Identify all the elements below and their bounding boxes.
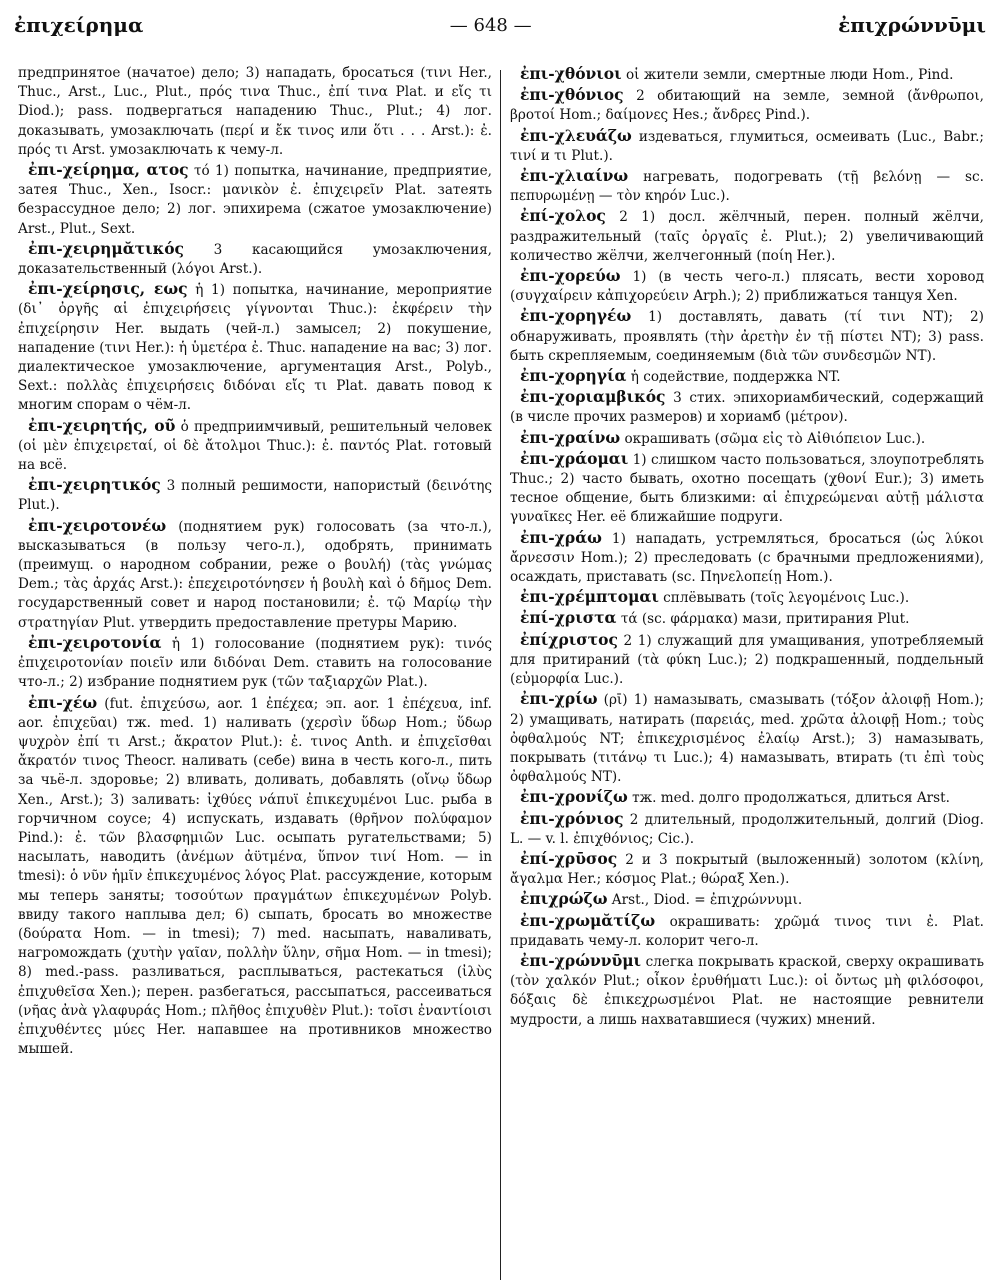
entry-definition: τό 1) попытка, начинание, предприятие, затея Thuc., Xen., Isocr.: μανικὸν ἐ. ἐπιχειρεῖν Plat. затеять безрассудное дело; 2) лог. эпихирема (сжатое умозаключение) Arst., Plut., Sext.	[18, 163, 492, 237]
dictionary-entry	[510, 449, 984, 528]
entry-headword: ἐπι-χρωμᾰτίζω	[519, 910, 656, 930]
entry-definition: τά (sc. φάρμακα) мази, притирания Plut.	[620, 611, 910, 628]
entry-headword: ἐπι-χθόνιοι	[519, 64, 622, 83]
entry-headword: ἐπι-χθόνιος	[519, 85, 624, 105]
entry-headword: ἐπι-χρόνιος	[519, 808, 624, 828]
entry-definition: (fut. ἐπιχεύσω, aor. 1 ἐπέχεα; эп. aor. 1 ἐπέχευα, inf. aor. ἐπιχεῦαι) тж. med. 1) наливать (χερσὶν ὕδωρ Hom.; ὕδωρ ψυχρὸν ἐπί τι Arst.; ἄκρατον Plut.): ἐ. τινος Anth. и ἐπιχεῖσθαι ἄκρατόν τινος Theocr. наливать (себе) вина в честь кого-л., пить за чьё-л. здоровье; 2) вливать, доливать, добавлять (οἴνῳ ὕδωρ Xen., Arst.); 3) заливать: ἰχθύες νάπυϊ ἐπικεχυμένοι Luc. рыба в горчичном соусе; 4) испускать, издавать (θρῆνον πολύφαμον Pind.): ἐ. τῶν βλασφημιῶν Luc. осыпать ругательствами; 5) насылать, наводить (ἀνέμων ἀϋτμένα, ὕπνον τινί Hom. — in tmesi): ὁ νῦν ἡμῖν ἐπικεχυμένος λόγος Plat. рассуждение, которым мы теперь заняты; τοσούτων πραγμάτων ἐπικεχυμένων Polyb. ввиду такого наплыва дел; 6) сыпать, бросать во множестве (δούρατα Hom. — in tmesi); 7) med. насыпать, наваливать, нагромождать (χυτὴν γαῖαν, πολλὴν ὕλην, σῆμα Hom. — in tmesi); 8) med.-pass. разливаться, расплываться, растекаться (ἰλὺς ἐπιχυθεῖσα Xen.); перен. разбегаться, рассыпаться, рассеиваться (νῆας ἀνὰ γλαφυράς Hom.; πλῆθος ἐπιχυθὲν Plut.): τοῖσι ἐναντίοισι ἐπιχυθέντες μύες Her. напавшее на противников множество мышей.	[18, 695, 492, 1058]
dictionary-entry	[510, 849, 984, 889]
dictionary-entry	[510, 206, 984, 266]
dictionary-entry	[18, 693, 492, 1060]
entry-definition: 1) (в честь чего-л.) плясать, вести хоровод (συγχαίρειν κἀπιχορεύειν Arph.); 2) приближаться танцуя Xen.	[509, 269, 984, 305]
entry-headword: ἐπι-χειρητικός	[28, 475, 161, 495]
dictionary-entry	[510, 951, 984, 1030]
entry-headword: ἐπι-χλευάζω	[519, 125, 632, 145]
right-running-headword: ἐπιχρώννῡμι	[838, 13, 986, 37]
dictionary-entry	[510, 126, 984, 166]
entry-definition: 3 касающийся умозаключения, доказательственный (λόγοι Arst.).	[18, 241, 492, 278]
entry-definition: ὁ предприимчивый, решительный человек (οἱ μὲν ἐπιχειρεταί, οἱ δὲ ἄτολμοι Thuc.): ἐ. παντός Plat. готовый на всё.	[18, 418, 492, 474]
left-column	[18, 64, 500, 1280]
dictionary-entry	[510, 387, 984, 427]
left-running-headword: ἐπιχείρημα	[14, 13, 144, 37]
entry-headword: ἐπι-χειροτονία	[28, 632, 162, 652]
page-header	[14, 8, 986, 42]
entry-definition: Arst., Diod. = ἐπιχρώννυμι.	[611, 892, 803, 909]
entry-headword: ἐπι-χράω	[519, 527, 602, 547]
dictionary-entry	[18, 475, 492, 515]
entry-definition: 2 и 3 покрытый (выложенный) золотом (κλίνη, ἄγαλμα Her.; κόσμος Plat.; θώραξ Xen.).	[509, 851, 984, 888]
entry-headword: ἐπίχριστος	[519, 629, 618, 649]
entry-headword: ἐπι-χρώννῡμι	[519, 950, 642, 970]
dictionary-entry	[18, 64, 492, 160]
dictionary-entry	[510, 911, 984, 951]
dictionary-entry	[18, 416, 492, 476]
entry-definition: окрашивать (σῶμα εἰς τὸ Αἰθιόπειον Luc.).	[624, 430, 926, 447]
dictionary-entry	[18, 633, 492, 693]
dictionary-entry	[510, 889, 984, 910]
dictionary-entry	[510, 366, 984, 387]
entry-headword: ἐπι-χράομαι	[519, 448, 629, 468]
entry-headword: ἐπί-χριστα	[519, 608, 617, 628]
entry-headword: ἐπι-χορηγία	[519, 366, 627, 386]
dictionary-entry	[510, 64, 984, 85]
dictionary-entry	[510, 266, 984, 306]
entry-definition: сплёвывать (τοῖς λεγομένοις Luc.).	[663, 590, 910, 607]
dictionary-entry	[510, 787, 984, 808]
entry-headword: ἐπί-χρῡσος	[519, 848, 618, 868]
entry-definition: 2 1) служащий для умащивания, употребляемый для притираний (τὰ φύκη Luc.); 2) подкрашенный, поддельный (εὐμορφία Luc.).	[509, 632, 984, 688]
entry-definition: ἡ 1) голосование (поднятием рук): τινός ἐπιχειροτονίαν ποιεῖν или διδόναι Dem. ставить на голосование что-л.; 2) избрание поднятием рук (τῶν ταξιαρχῶν Plat.).	[18, 635, 492, 691]
right-column	[501, 64, 984, 1280]
entry-definition: 3 полный решимости, напористый (δεινότης Plut.).	[18, 478, 492, 514]
entry-headword: ἐπι-χειρητής, οῦ	[28, 415, 176, 435]
entry-definition: (ρῑ) 1) намазывать, смазывать (τόξον ἀλοιφῇ Hom.); 2) умащивать, натирать (παρειάς, med. χρῶτα ἀλοιφῇ Hom.; τοὺς ὀφθαλμούς NT; ἐπικεχρισμένος ἐλαίῳ Arst.); 3) намазывать, покрывать (τιτάνῳ τι Luc.); 4) намазывать, втирать (τι ἐπὶ τοὺς ὀφθαλμούς NT).	[509, 692, 984, 786]
dictionary-entry	[510, 689, 984, 787]
entry-headword: ἐπι-χορηγέω	[519, 306, 632, 326]
entry-headword: ἐπι-χείρημα, ατος	[28, 160, 189, 180]
entry-definition: слегка покрывать краской, сверху окрашивать (τὸν χαλκόν Plut.; οἶκον ἐρυθήματι Luc.): οἱ ὄντως μὴ φιλόσοφοι, δόξαις δὲ ἐπικεχρωσμένοι Plat. не настоящие ревнители мудрости, а лишь нахватавшиеся (чужих) мнений.	[509, 953, 984, 1028]
entry-headword: ἐπι-χρέμπτομαι	[519, 587, 659, 607]
entry-definition: 2 1) досл. жёлчный, перен. полный жёлчи, раздражительный (ταῖς ὀργαῖς ἐ. Plut.); 2) увеличивающий количество жёлчи, желчегонный (ποίη Her.).	[509, 209, 984, 264]
entry-headword: ἐπι-χέω	[28, 692, 98, 712]
dictionary-entry	[510, 608, 984, 629]
dictionary-entry	[18, 160, 492, 239]
entry-definition: нагревать, подогревать (τῇ βελόνῃ — sc. πεπυρωμένῃ — τὸν κηρόν Luc.).	[509, 169, 984, 205]
entry-headword: ἐπί-χολος	[519, 206, 606, 226]
entry-definition: ἡ содействие, поддержка NT.	[630, 369, 841, 386]
entry-definition: 1) доставлять, давать (τί τινι NT); 2) обнаруживать, проявлять (τὴν ἀρετὴν ἐν τῇ πίστει NT); 3) pass. быть скрепляемым, соединяемым (διὰ τῶν συνδεσμῶν NT).	[509, 309, 984, 364]
entry-definition: οἱ жители земли, смертные люди Hom., Pind.	[625, 67, 954, 83]
entry-definition: предпринятое (начатое) дело; 3) нападать, бросаться (τινι Her., Thuc., Arst., Luc., Plut., πρός τινα Thuc., ἐπί τινα Plat. и εἴς τι Diod.); pass. подвергаться нападению Thuc., Plut.; 4) лог. доказывать, умозаключать (περί и ἔκ τινος или ὅτι . . . Arst.): ἐ. πρός τι Arst. умозаключать к чему-л.	[18, 65, 492, 158]
dictionary-entry	[510, 306, 984, 366]
entry-definition: издеваться, глумиться, осмеивать (Luc., Babr.; τινί и τι Plut.).	[509, 128, 984, 164]
page-number: — 648 —	[449, 14, 532, 36]
entry-headword: ἐπι-χειροτονέω	[28, 515, 167, 535]
entry-headword: ἐπι-χειρημᾰτικός	[28, 238, 184, 258]
entry-headword: ἐπιχρώζω	[519, 889, 608, 909]
dictionary-entry	[18, 239, 492, 279]
dictionary-entry	[510, 166, 984, 206]
entry-headword: ἐπι-χραίνω	[519, 427, 621, 447]
entry-definition: тж. med. долго продолжаться, длиться Arst.	[632, 790, 950, 807]
dictionary-entry	[510, 630, 984, 690]
entry-headword: ἐπι-χοριαμβικός	[519, 387, 666, 407]
dictionary-entry	[510, 528, 984, 588]
entry-headword: ἐπι-χείρησις, εως	[28, 279, 188, 299]
entry-headword: ἐπι-χρίω	[519, 689, 598, 709]
entry-definition: 2 длительный, продолжительный, долгий (Diog. L. — v. l. ἐπιχθόνιος; Cic.).	[509, 811, 984, 847]
entry-definition: (поднятием рук) голосовать (за что-л.), высказываться (в пользу чего-л.), одобрять, принимать (преимущ. о народном собрании, реже о βουλή) (τὰς γνώμας Dem.; τὰς ἀρχάς Arst.): ἐπεχειροτόνησεν ἡ βουλὴ καὶ ὁ δῆμος Dem. государственный совет и народ постановили; ἐ. τῷ Μαρίῳ τὴν στρατηγίαν Plut. утвердить предоставление претуры Марию.	[18, 518, 492, 631]
entry-definition: окрашивать: χρῶμά τινος τινι ἐ. Plat. придавать чему-л. колорит чего-л.	[509, 913, 984, 949]
entry-headword: ἐπι-χορεύω	[519, 266, 621, 286]
dictionary-entry	[510, 587, 984, 608]
dictionary-entry	[510, 428, 984, 449]
entry-definition: ἡ 1) попытка, начинание, мероприятие (δι᾽ ὀργῆς αἱ ἐπιχειρήσεις γίγνονται Thuc.): ἐκφέρειν τὴν ἐπιχείρησιν Her. выдать (чей-л.) замысел; 2) покушение, нападение (τινι Her.): ἡ ὑμετέρα ἐ. Thuc. нападение на вас; 3) лог. диалектическое умозаключение, аргументация Arst., Polyb., Sext.: πολλὰς ἐπιχειρήσεις διδόναι εἴς τι Plat. давать повод к многим спорам о чём-л.	[18, 282, 492, 414]
dictionary-entry	[510, 809, 984, 849]
dictionary-entry	[18, 516, 492, 633]
dictionary-entry	[510, 85, 984, 125]
entry-definition: 1) нападать, устремляться, бросаться (ὡς λύκοι ἄρνεσσιν Hom.); 2) преследовать (с брачными предложениями), осаждать, приставать (sc. Πηνελοπείῃ Hom.).	[509, 530, 984, 586]
entry-definition: 2 обитающий на земле, земной (ἄνθρωποι, βροτοί Hom.; δαίμονες Hes.; ἄνδρες Pind.).	[509, 88, 984, 124]
entry-definition: 1) слишком часто пользоваться, злоупотреблять Thuc.; 2) часто бывать, охотно посещать (χθονί Eur.); 3) иметь тесное общение, быть близкими: αἱ ἐπιχρεώμεναι αὐτῇ μάλιστα γυναῖκες Her. её ближайшие подруги.	[509, 451, 984, 526]
two-column-body	[18, 64, 984, 1280]
entry-headword: ἐπι-χρονίζω	[519, 787, 628, 807]
dictionary-entry	[18, 279, 492, 415]
entry-headword: ἐπι-χλιαίνω	[519, 166, 629, 186]
entry-definition: 3 стих. эпихориамбический, содержащий (в числе прочих размеров) и хориамб (μέτρον).	[509, 390, 984, 426]
